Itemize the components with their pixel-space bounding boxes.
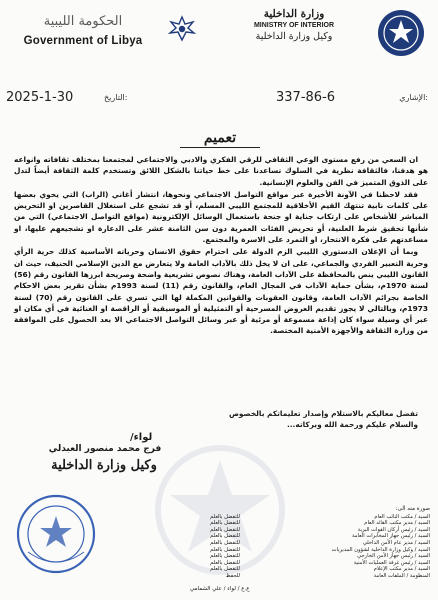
action: للتفضل بالعلم — [210, 553, 240, 560]
recipient: السيد / مدير عام الأمن الداخلي — [362, 539, 430, 546]
recipient: السيد / مكتب النائب العام — [374, 513, 430, 520]
date-label: التاريخ: — [104, 93, 128, 102]
distribution-list — [180, 506, 430, 580]
reference-label: الإشاري: — [399, 93, 428, 102]
distribution-row — [180, 573, 430, 580]
recipient: السيد / رئيس غرفة العمليات الأمنية — [353, 559, 430, 566]
deputy-minister-office: وكيل وزارة الداخلية — [255, 31, 333, 42]
distribution-header: صورة منه الى: — [395, 506, 430, 512]
recipient: السيد / وكيل وزارة الداخلية لشؤون المديريات — [331, 546, 430, 553]
distribution-row — [180, 560, 430, 567]
action: للتفضل بالعلم — [210, 533, 240, 540]
recipient: المنظومة / الملفات العامة — [373, 572, 430, 579]
footer-note: ع.ع / لواء / علي الشمامي — [190, 586, 250, 592]
police-logo-icon — [376, 8, 426, 58]
document-title: تعميم — [180, 130, 260, 148]
recipient: السيد / رئيس جهاز المخابرات العامة — [352, 533, 430, 540]
body-paragraph-3: وبما أن الإعلان الدستوري الليبي الزم الدولة على احترام حقوق الانسان وحرياته الأساسية كذلك حرية الرأي وحرية التعبير الفردي والجماعي، على ان لا يخل ذلك بالآداب العامة ولا يتعارض مع الدين الإسلامي الحنيف، حيث ان القانون الليبي ينص بالمحافظة على الآداب العامة، وهناك نصوص تشريعية واضحة وصريحة ابرزها القانون رقم (56) لسنة 1970م، بشأن حماية الآداب في المجال العام، والقانون رقم (11) لسنة 1993م بشأن تقرير بعض الاحكام الخاصة بجرائم الآداب العامة، وقانون العقوبات والقوانين المكملة لها التي تسري على القانون رقم (70) لسنة 1973م، وبالتالي لا يجوز تقديم العروض المسرحية أو التمثيلية أو الموسيقية أو الراقصة او الغنائية في أي مكان او عبر أي وسيلة سواء كان إذاعة مسموعة أو مرئية أو عبر وسائل التواصل الاجتماعي الا بعد الحصول على الموافقة من وزارة الثقافة والأجهزة الأمنية المختصة. — [14, 247, 429, 336]
action: للتفضل بالعلم — [210, 546, 240, 553]
government-name-english: Government of Libya — [23, 35, 143, 47]
body-paragraph-2: فقد لاحظنا في الآونة الأخيرة عبر مواقع التواصل الاجتماعي ونحوها، انتشار أغاني (الراب) التي يحوي بعضها على كلمات نابية تنتهك القيم الأخلاقية للمجتمع الليبي المسلم، أو قد تشجع على استغلال القاصرين او التحريض المباشر للأشخاص على ارتكاب جناية او جنحة باستعمال الوسائل الإلكترونية (مواقع التواصل الاجتماعي) التي من شأنها تحقيق شرط العلنية، أو تحريض الفئات العمرية دون سن الثامنة عشر على الدعارة او تشجيعهم عليها، او مساعدتهم على فكرة الانتحار، او التمرد على الاسرة والمجتمع. — [14, 189, 428, 245]
letterhead — [0, 0, 438, 78]
action: للحفظ — [225, 572, 240, 579]
body-paragraph-1: ان السعي من رفع مستوى الوعي الثقافي للرقي الفكري والادبي والاجتماعي لمجتمعنا بمختلف ثقافاته وانواعه هو هدفنا، فالثقافة نظرية في السلوك تساعدنا على خط حياتنا بالشكل اللائق وتستخدم كلمة الثقافة أيضاً لتدل على الذوق المتميز في الفن والعلوم الإنسانية. — [14, 155, 428, 187]
recipient: السيد / رئيس أركان القوات البرية — [357, 526, 430, 533]
distribution-row — [180, 566, 430, 573]
signatory-name: فرج محمد منصور العبدلي — [48, 444, 162, 454]
government-heading — [8, 14, 158, 47]
government-name-arabic: الحكومة الليبية — [43, 14, 123, 29]
closing-line-1: تفضل معاليكم بالاستلام وإصدار تعليماتكم بالخصوص — [228, 409, 418, 418]
recipient: السيد / مدير مكتب الإعلام — [373, 566, 430, 573]
reference-line — [0, 88, 438, 110]
distribution-row — [180, 540, 430, 547]
distribution-row — [180, 520, 430, 527]
distribution-row — [180, 514, 430, 521]
action: للتفضل بالعلم — [210, 513, 240, 520]
action: للتفضل بالعلم — [210, 520, 240, 527]
distribution-row — [180, 533, 430, 540]
action: للتفضل بالعلم — [210, 526, 240, 533]
action: للتفضل بالعلم — [210, 559, 240, 566]
action: للتفضل بالعلم — [210, 539, 240, 546]
recipient: السيد / رئيس جهاز الأمن الخارجي — [357, 553, 430, 560]
document-body — [14, 154, 428, 338]
signatory-title: وكيل وزارة الداخلية — [51, 458, 157, 473]
closing-line-2: والسلام عليكم ورحمة الله وبركاته... — [286, 420, 418, 429]
date-value: 2025-1-30 — [6, 90, 74, 105]
ministry-name-english: MINISTRY OF INTERIOR — [253, 22, 335, 29]
recipient: السيد / مدير مكتب القائد العام — [364, 520, 430, 527]
closing-block — [118, 408, 418, 430]
ministry-name-arabic: وزارة الداخلية — [263, 8, 325, 20]
ministry-heading — [224, 8, 364, 42]
reference-number: 337-86-6 — [276, 90, 336, 105]
distribution-row — [180, 553, 430, 560]
distribution-row — [180, 527, 430, 534]
action: للتفضل بالعلم — [210, 566, 240, 573]
libya-emblem-icon — [165, 14, 199, 44]
official-stamp-icon — [14, 492, 98, 576]
signatory-rank: لواء/ — [130, 432, 153, 443]
